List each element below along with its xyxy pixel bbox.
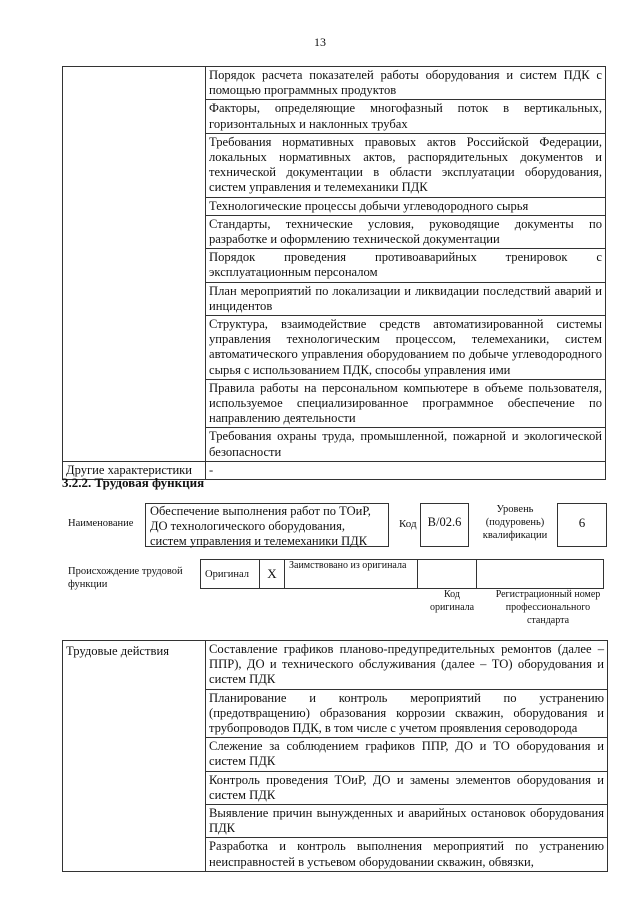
code-label: Код (399, 518, 417, 530)
registration-number-caption: Регистрационный номер профессионального стандарта (495, 589, 601, 626)
borrowed-label: Заимствовано из оригинала (285, 560, 418, 589)
qualification-level-box: 6 (557, 503, 607, 547)
requirement-item: Требования охраны труда, промышленной, пожарной и экологической безопасности (206, 428, 606, 461)
requirement-item: План мероприятий по локализации и ликвидации последствий аварий и инцидентов (206, 282, 606, 315)
registration-number-cell (477, 560, 604, 589)
origin-table (200, 559, 604, 589)
other-characteristics-value: - (206, 461, 606, 479)
requirement-item: Стандарты, технические условия, руководящие документы по разработке и оформлению технической документации (206, 215, 606, 248)
labor-action-item: Слежение за соблюдением графиков ППР, ДО и ТО оборудования и систем ПДК (206, 738, 608, 771)
original-mark: X (260, 560, 285, 589)
labor-action-item: Контроль проведения ТОиР, ДО и замены элементов оборудования и систем ПДК (206, 771, 608, 804)
table-row (63, 641, 608, 690)
function-code-box: В/02.6 (420, 503, 469, 547)
origin-label: Происхождение трудовой функции (68, 566, 183, 590)
requirement-item: Технологические процессы добычи углеводородного сырья (206, 197, 606, 215)
table-row (63, 67, 606, 100)
table-row (201, 560, 604, 589)
requirement-item: Структура, взаимодействие средств автоматизированной системы управления технологическим процессом, телемеханики, систем автоматического управления оборудованием по добыче углеводородного сырья с использованием ПДК, способы управления ими (206, 316, 606, 380)
qualification-level-label: Уровень (подуровень) квалификации (482, 504, 548, 541)
labor-action-item: Составление графиков планово-предупредительных ремонтов (далее – ППР), ДО и технического обслуживания (далее – ТО) оборудования и систем ПДК (206, 641, 608, 690)
original-code-caption: Код оригинала (429, 589, 475, 613)
labor-action-item: Разработка и контроль выполнения мероприятий по устранению неисправностей в устьевом оборудовании скважин, обвязки, (206, 838, 608, 871)
labor-action-item: Выявление причин вынужденных и аварийных остановок оборудования ПДК (206, 805, 608, 838)
labor-actions-table (62, 640, 608, 872)
page-number: 13 (314, 35, 326, 49)
other-characteristics-label: Другие характеристики (63, 461, 206, 479)
section-title: 3.2.2. Трудовая функция (62, 475, 205, 490)
labor-actions-label: Трудовые действия (63, 641, 206, 872)
requirement-item: Правила работы на персональном компьютере в объеме пользователя, используемое специализированное программное обеспечение по направлению деятельности (206, 379, 606, 428)
row-label-empty (63, 67, 206, 462)
requirement-item: Факторы, определяющие многофазный поток в вертикальных, горизонтальных и наклонных трубах (206, 100, 606, 133)
function-name-box: Обеспечение выполнения работ по ТОиР, ДО технологического оборудования, систем управления и телемеханики ПДК (145, 503, 389, 547)
requirements-table (62, 66, 606, 480)
original-code-cell (418, 560, 477, 589)
requirement-item: Порядок проведения противоаварийных тренировок с эксплуатационным персоналом (206, 249, 606, 282)
labor-action-item: Планирование и контроль мероприятий по устранению (предотвращению) образования коррозии скважин, оборудования и трубопроводов ПДК, в том числе с учетом проявления сероводорода (206, 689, 608, 738)
original-label: Оригинал (201, 560, 260, 589)
name-label: Наименование (68, 518, 134, 529)
requirement-item: Требования нормативных правовых актов Российской Федерации, локальных нормативных актов, распорядительных документов и технической документации в области эксплуатации оборудования, систем управления и телемеханики ПДК (206, 133, 606, 197)
requirement-item: Порядок расчета показателей работы оборудования и систем ПДК с помощью программных продуктов (206, 67, 606, 100)
